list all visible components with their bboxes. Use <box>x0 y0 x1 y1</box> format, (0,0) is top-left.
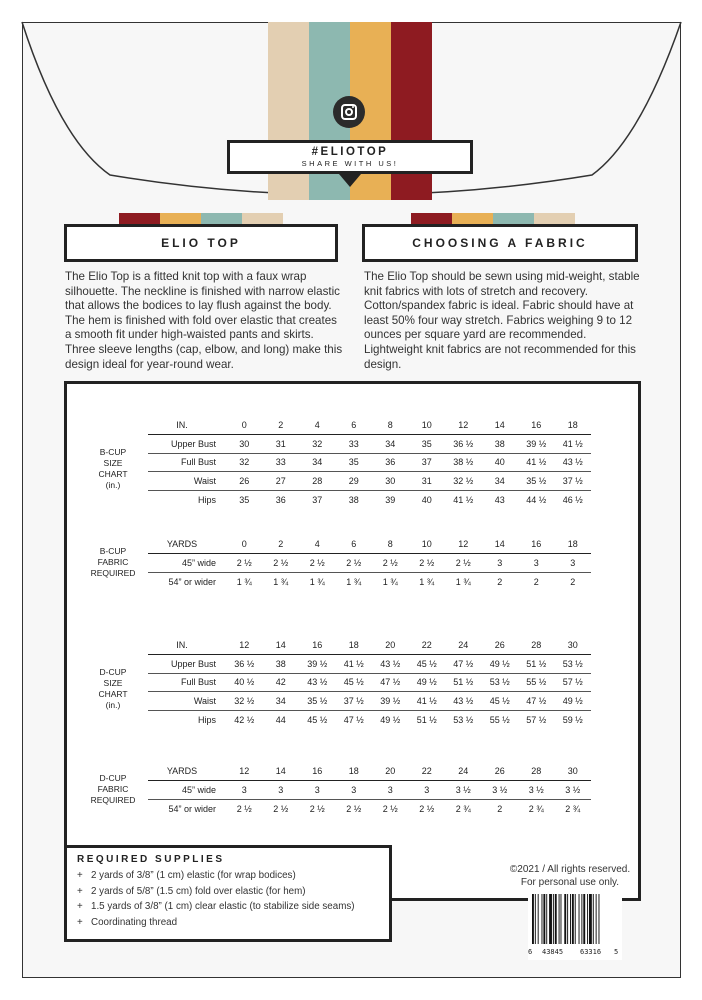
table-cell: 3 <box>409 781 446 800</box>
table-row <box>148 781 591 800</box>
table-cell: 37 <box>409 453 446 472</box>
table-cell: 42 <box>263 673 300 692</box>
table-cell: 40 <box>482 453 519 472</box>
barcode-bar <box>553 894 554 944</box>
table-label: D-CUP FABRIC REQUIRED <box>90 773 136 805</box>
table-cell: 27 <box>263 472 300 491</box>
table-cell: 36 ½ <box>226 655 263 674</box>
table-header-cell: 16 <box>299 762 336 781</box>
table-cell: 35 <box>409 435 446 454</box>
barcode-bar <box>572 894 574 944</box>
section2-stripes <box>411 213 575 224</box>
barcode-bar <box>570 894 571 944</box>
barcode-bar <box>599 894 600 944</box>
table-cell: 42 ½ <box>234 714 255 725</box>
barcode <box>528 892 622 960</box>
table-header-cell: 12 <box>445 535 482 554</box>
size-chart-table <box>148 416 591 509</box>
table-cell: 51 ½ <box>445 673 482 692</box>
table-header-cell: 14 <box>263 762 300 781</box>
table-header-cell: 18 <box>555 416 592 435</box>
table-header-row <box>148 636 591 655</box>
table-cell: 3 <box>482 554 519 573</box>
table-header-cell: 20 <box>372 762 409 781</box>
table-cell: 32 <box>299 435 336 454</box>
fabric-required-table <box>148 762 591 818</box>
table-row <box>148 673 591 692</box>
table-cell: 1 ¾ <box>455 576 471 587</box>
table-header-cell: 28 <box>518 636 555 655</box>
table-row <box>148 490 591 509</box>
table-cell: 36 <box>372 453 409 472</box>
table-cell: 49 ½ <box>482 655 519 674</box>
barcode-bar <box>542 894 543 944</box>
table-cell: 1 ¾ <box>273 576 289 587</box>
supply-item: + 1.5 yards of 3/8” (1 cm) clear elastic (to stabilize side seams) <box>77 901 355 912</box>
table-cell: 35 ½ <box>299 692 336 711</box>
barcode-bar <box>564 894 566 944</box>
barcode-bar <box>589 894 592 944</box>
table-header-cell: 22 <box>409 636 446 655</box>
table-cell: 38 <box>348 494 359 505</box>
row-label: Upper Bust <box>148 435 226 454</box>
barcode-bar <box>549 894 552 944</box>
table-cell: 3 ½ <box>445 781 482 800</box>
table-cell: 39 ½ <box>372 692 409 711</box>
table-cell: 31 <box>409 472 446 491</box>
table-cell: 3 <box>263 781 300 800</box>
barcode-bar <box>593 894 594 944</box>
table-row <box>148 572 591 591</box>
table-row <box>148 655 591 674</box>
table-cell: 32 ½ <box>226 692 263 711</box>
table-header-cell: IN. <box>148 416 226 435</box>
barcode-bars <box>528 892 622 946</box>
table-header-cell: 12 <box>445 416 482 435</box>
table-cell: 35 <box>336 453 373 472</box>
table-cell: 3 <box>518 554 555 573</box>
row-label: Hips <box>197 494 216 505</box>
table-cell: 26 <box>226 472 263 491</box>
table-row <box>148 453 591 472</box>
table-cell: 31 <box>263 435 300 454</box>
barcode-bar <box>543 894 545 944</box>
barcode-bar <box>561 894 562 944</box>
barcode-bar <box>579 894 580 944</box>
table-label: B-CUP FABRIC REQUIRED <box>90 546 136 578</box>
table-header-cell: 4 <box>299 535 336 554</box>
supply-item: + 2 yards of 5/8” (1.5 cm) fold over elastic (for hem) <box>77 885 306 897</box>
table-cell: 3 ½ <box>518 781 555 800</box>
table-header-cell: 22 <box>409 762 446 781</box>
table-header-cell: 20 <box>372 636 409 655</box>
table-header-cell: 10 <box>409 535 446 554</box>
table-cell: 39 ½ <box>299 655 336 674</box>
row-label: 45” wide <box>148 781 226 800</box>
row-label: Full Bust <box>148 673 226 692</box>
table-cell: 1 ¾ <box>309 576 325 587</box>
required-supplies-box <box>64 845 392 942</box>
table-cell: 45 ½ <box>307 714 328 725</box>
table-header-cell: 12 <box>226 636 263 655</box>
table-cell: 41 ½ <box>453 494 474 505</box>
table-cell: 2 ¾ <box>565 803 581 814</box>
barcode-digit: 63316 <box>580 948 602 956</box>
table-header-cell: 8 <box>372 416 409 435</box>
table-cell: 41 ½ <box>555 435 592 454</box>
table-cell: 2 ¾ <box>455 803 471 814</box>
table-cell: 3 <box>555 554 592 573</box>
table-header-cell: 16 <box>518 416 555 435</box>
barcode-bar <box>559 894 560 944</box>
table-label: B-CUP SIZE CHART (in.) <box>98 447 128 490</box>
table-header-cell: IN. <box>148 636 226 655</box>
table-cell: 2 <box>570 576 576 587</box>
row-label: Waist <box>148 472 226 491</box>
elio-top-description: The Elio Top is a fitted knit top with a faux wrap silhouette. The neckline is finished with narrow elastic that allows the bodices to lay flush against the body. The hem is finished with fold over elastic that creates a smooth fit under high-waisted pants and skirts. Three sleeve lengths (cap, elbow, and long) make this design ideal for year-round wear. <box>65 270 343 371</box>
table-cell: 35 ½ <box>518 472 555 491</box>
supply-item: + Coordinating thread <box>77 916 178 928</box>
table-header-cell: YARDS <box>148 535 226 554</box>
table-cell: 2 ½ <box>273 803 289 814</box>
hashtag-box <box>227 140 473 174</box>
barcode-bar <box>532 894 534 944</box>
table-cell: 49 ½ <box>409 673 446 692</box>
table-row <box>148 435 591 454</box>
table-cell: 43 ½ <box>445 692 482 711</box>
table-cell: 36 <box>275 494 286 505</box>
table-cell: 55 ½ <box>489 714 510 725</box>
barcode-bar <box>581 894 582 944</box>
table-cell: 3 <box>372 781 409 800</box>
table-label: D-CUP SIZE CHART (in.) <box>98 667 128 710</box>
table-row <box>148 692 591 711</box>
instagram-icon <box>333 96 365 128</box>
table-header-cell: 10 <box>409 416 446 435</box>
table-header-row <box>148 762 591 781</box>
table-cell: 59 ½ <box>562 714 583 725</box>
table-cell: 49 ½ <box>555 692 592 711</box>
barcode-bar <box>587 894 588 944</box>
table-cell: 49 ½ <box>380 714 401 725</box>
copyright-text: ©2021 / All rights reserved. <box>509 864 631 875</box>
row-label: Full Bust <box>148 453 226 472</box>
barcode-digit: 43845 <box>542 948 564 956</box>
table-row <box>148 554 591 573</box>
table-cell: 3 <box>299 781 336 800</box>
table-header-cell: 6 <box>336 416 373 435</box>
hashtag-pointer <box>339 174 361 188</box>
table-header-cell: 30 <box>555 636 592 655</box>
table-header-cell: 26 <box>482 762 519 781</box>
table-header-cell: 2 <box>263 535 300 554</box>
row-label: 54” or wider <box>168 576 216 587</box>
table-cell: 3 ½ <box>482 781 519 800</box>
table-cell: 2 ½ <box>372 554 409 573</box>
table-cell: 2 ½ <box>409 554 446 573</box>
barcode-bar <box>567 894 568 944</box>
table-cell: 35 <box>239 494 250 505</box>
table-cell: 47 ½ <box>343 714 364 725</box>
row-label: Hips <box>197 714 216 725</box>
supplies-title: REQUIRED SUPPLIES <box>77 854 225 865</box>
table-cell: 53 ½ <box>555 655 592 674</box>
table-header-cell: 12 <box>226 762 263 781</box>
table-cell: 34 <box>372 435 409 454</box>
table-header-cell: 18 <box>336 762 373 781</box>
hashtag: #ELIOTOP <box>311 146 389 158</box>
table-header-cell: 2 <box>263 416 300 435</box>
table-cell: 2 ½ <box>309 803 325 814</box>
table-cell: 3 <box>336 781 373 800</box>
table-header-cell: YARDS <box>148 762 226 781</box>
table-header-cell: 26 <box>482 636 519 655</box>
table-cell: 3 ½ <box>555 781 592 800</box>
table-cell: 43 ½ <box>299 673 336 692</box>
table-cell: 41 ½ <box>518 453 555 472</box>
table-header-cell: 0 <box>226 416 263 435</box>
barcode-bar <box>555 894 557 944</box>
table-cell: 43 ½ <box>372 655 409 674</box>
table-header-cell: 6 <box>336 535 373 554</box>
size-chart-table <box>148 636 591 729</box>
supply-item: + 2 yards of 3/8” (1 cm) elastic (for wrap bodices) <box>77 870 296 881</box>
table-cell: 33 <box>263 453 300 472</box>
table-cell: 32 ½ <box>445 472 482 491</box>
table-cell: 43 ½ <box>555 453 592 472</box>
table-cell: 28 <box>299 472 336 491</box>
table-cell: 37 <box>312 494 323 505</box>
row-label: Waist <box>148 692 226 711</box>
barcode-bar <box>575 894 576 944</box>
table-cell: 45 ½ <box>409 655 446 674</box>
table-header-row <box>148 416 591 435</box>
table-cell: 2 ½ <box>382 803 398 814</box>
table-cell: 2 ½ <box>299 554 336 573</box>
table-cell: 3 <box>226 781 263 800</box>
table-header-cell: 28 <box>518 762 555 781</box>
table-cell: 43 <box>494 494 505 505</box>
table-header-cell: 16 <box>299 636 336 655</box>
table-cell: 1 ¾ <box>236 576 252 587</box>
table-cell: 36 ½ <box>445 435 482 454</box>
table-cell: 33 <box>336 435 373 454</box>
table-header-cell: 8 <box>372 535 409 554</box>
table-cell: 34 <box>263 692 300 711</box>
personal-use-text: For personal use only. <box>520 877 620 888</box>
row-label: Upper Bust <box>148 655 226 674</box>
table-cell: 2 ¾ <box>528 803 544 814</box>
barcode-bar <box>535 894 536 944</box>
table-header-cell: 18 <box>336 636 373 655</box>
barcode-digit: 5 <box>614 948 619 956</box>
table-cell: 2 ½ <box>445 554 482 573</box>
table-cell: 1 ¾ <box>419 576 435 587</box>
table-cell: 2 ½ <box>336 554 373 573</box>
table-cell: 41 ½ <box>336 655 373 674</box>
table-cell: 40 <box>421 494 432 505</box>
table-cell: 2 <box>497 576 503 587</box>
table-cell: 32 <box>226 453 263 472</box>
table-cell: 38 ½ <box>445 453 482 472</box>
table-header-cell: 24 <box>445 762 482 781</box>
table-row <box>148 472 591 491</box>
table-cell: 44 <box>275 714 286 725</box>
table-cell: 2 ½ <box>226 554 263 573</box>
row-label: 54” or wider <box>168 803 216 814</box>
table-cell: 57 ½ <box>555 673 592 692</box>
table-header-cell: 14 <box>482 535 519 554</box>
table-cell: 1 ¾ <box>346 576 362 587</box>
row-label: 45” wide <box>148 554 226 573</box>
table-cell: 34 <box>299 453 336 472</box>
table-cell: 38 <box>482 435 519 454</box>
table-header-row <box>148 535 591 554</box>
table-cell: 47 ½ <box>518 692 555 711</box>
table-cell: 2 ½ <box>263 554 300 573</box>
table-cell: 2 ½ <box>346 803 362 814</box>
table-cell: 47 ½ <box>445 655 482 674</box>
table-cell: 29 <box>336 472 373 491</box>
table-header-cell: 18 <box>555 535 592 554</box>
table-cell: 45 ½ <box>482 692 519 711</box>
table-cell: 2 <box>533 576 539 587</box>
table-cell: 40 ½ <box>226 673 263 692</box>
table-cell: 37 ½ <box>555 472 592 491</box>
table-cell: 57 ½ <box>526 714 547 725</box>
section1-stripes <box>119 213 283 224</box>
table-cell: 51 ½ <box>518 655 555 674</box>
section-title-elio-top: ELIO TOP <box>64 224 338 262</box>
copyright-block <box>480 863 660 889</box>
table-header-cell: 4 <box>299 416 336 435</box>
table-header-cell: 14 <box>482 416 519 435</box>
table-header-cell: 24 <box>445 636 482 655</box>
table-row <box>148 799 591 818</box>
barcode-digit: 6 <box>528 948 533 956</box>
barcode-bar <box>546 894 547 944</box>
table-cell: 45 ½ <box>336 673 373 692</box>
table-cell: 1 ¾ <box>382 576 398 587</box>
table-cell: 39 <box>385 494 396 505</box>
share-text: SHARE WITH US! <box>301 159 399 168</box>
table-cell: 47 ½ <box>372 673 409 692</box>
section-title-choosing-fabric: CHOOSING A FABRIC <box>362 224 638 262</box>
table-cell: 55 ½ <box>518 673 555 692</box>
table-cell: 41 ½ <box>409 692 446 711</box>
table-cell: 34 <box>482 472 519 491</box>
table-header-cell: 14 <box>263 636 300 655</box>
table-cell: 53 ½ <box>482 673 519 692</box>
barcode-bar <box>596 894 597 944</box>
table-cell: 44 ½ <box>526 494 547 505</box>
table-header-cell: 16 <box>518 535 555 554</box>
table-cell: 30 <box>226 435 263 454</box>
table-cell: 2 ½ <box>419 803 435 814</box>
fabric-required-table <box>148 535 591 591</box>
table-cell: 2 ½ <box>236 803 252 814</box>
table-cell: 53 ½ <box>453 714 474 725</box>
table-cell: 38 <box>263 655 300 674</box>
table-cell: 39 ½ <box>518 435 555 454</box>
fabric-description: The Elio Top should be sewn using mid-weight, stable knit fabrics with lots of stretch and recovery. Cotton/spandex fabric is ideal. Fabric should have at least 50% four way stretch. Fabrics weighing 9 to 12 ounces per square yard are recommended. Lightweight knit fabrics are not recommended for this design. <box>364 270 640 371</box>
table-cell: 2 <box>497 803 503 814</box>
table-cell: 37 ½ <box>336 692 373 711</box>
barcode-bar <box>538 894 539 944</box>
table-header-cell: 0 <box>226 535 263 554</box>
table-cell: 30 <box>372 472 409 491</box>
table-header-cell: 30 <box>555 762 592 781</box>
barcode-bar <box>583 894 585 944</box>
table-cell: 51 ½ <box>416 714 437 725</box>
table-cell: 46 ½ <box>562 494 583 505</box>
table-row <box>148 710 591 729</box>
